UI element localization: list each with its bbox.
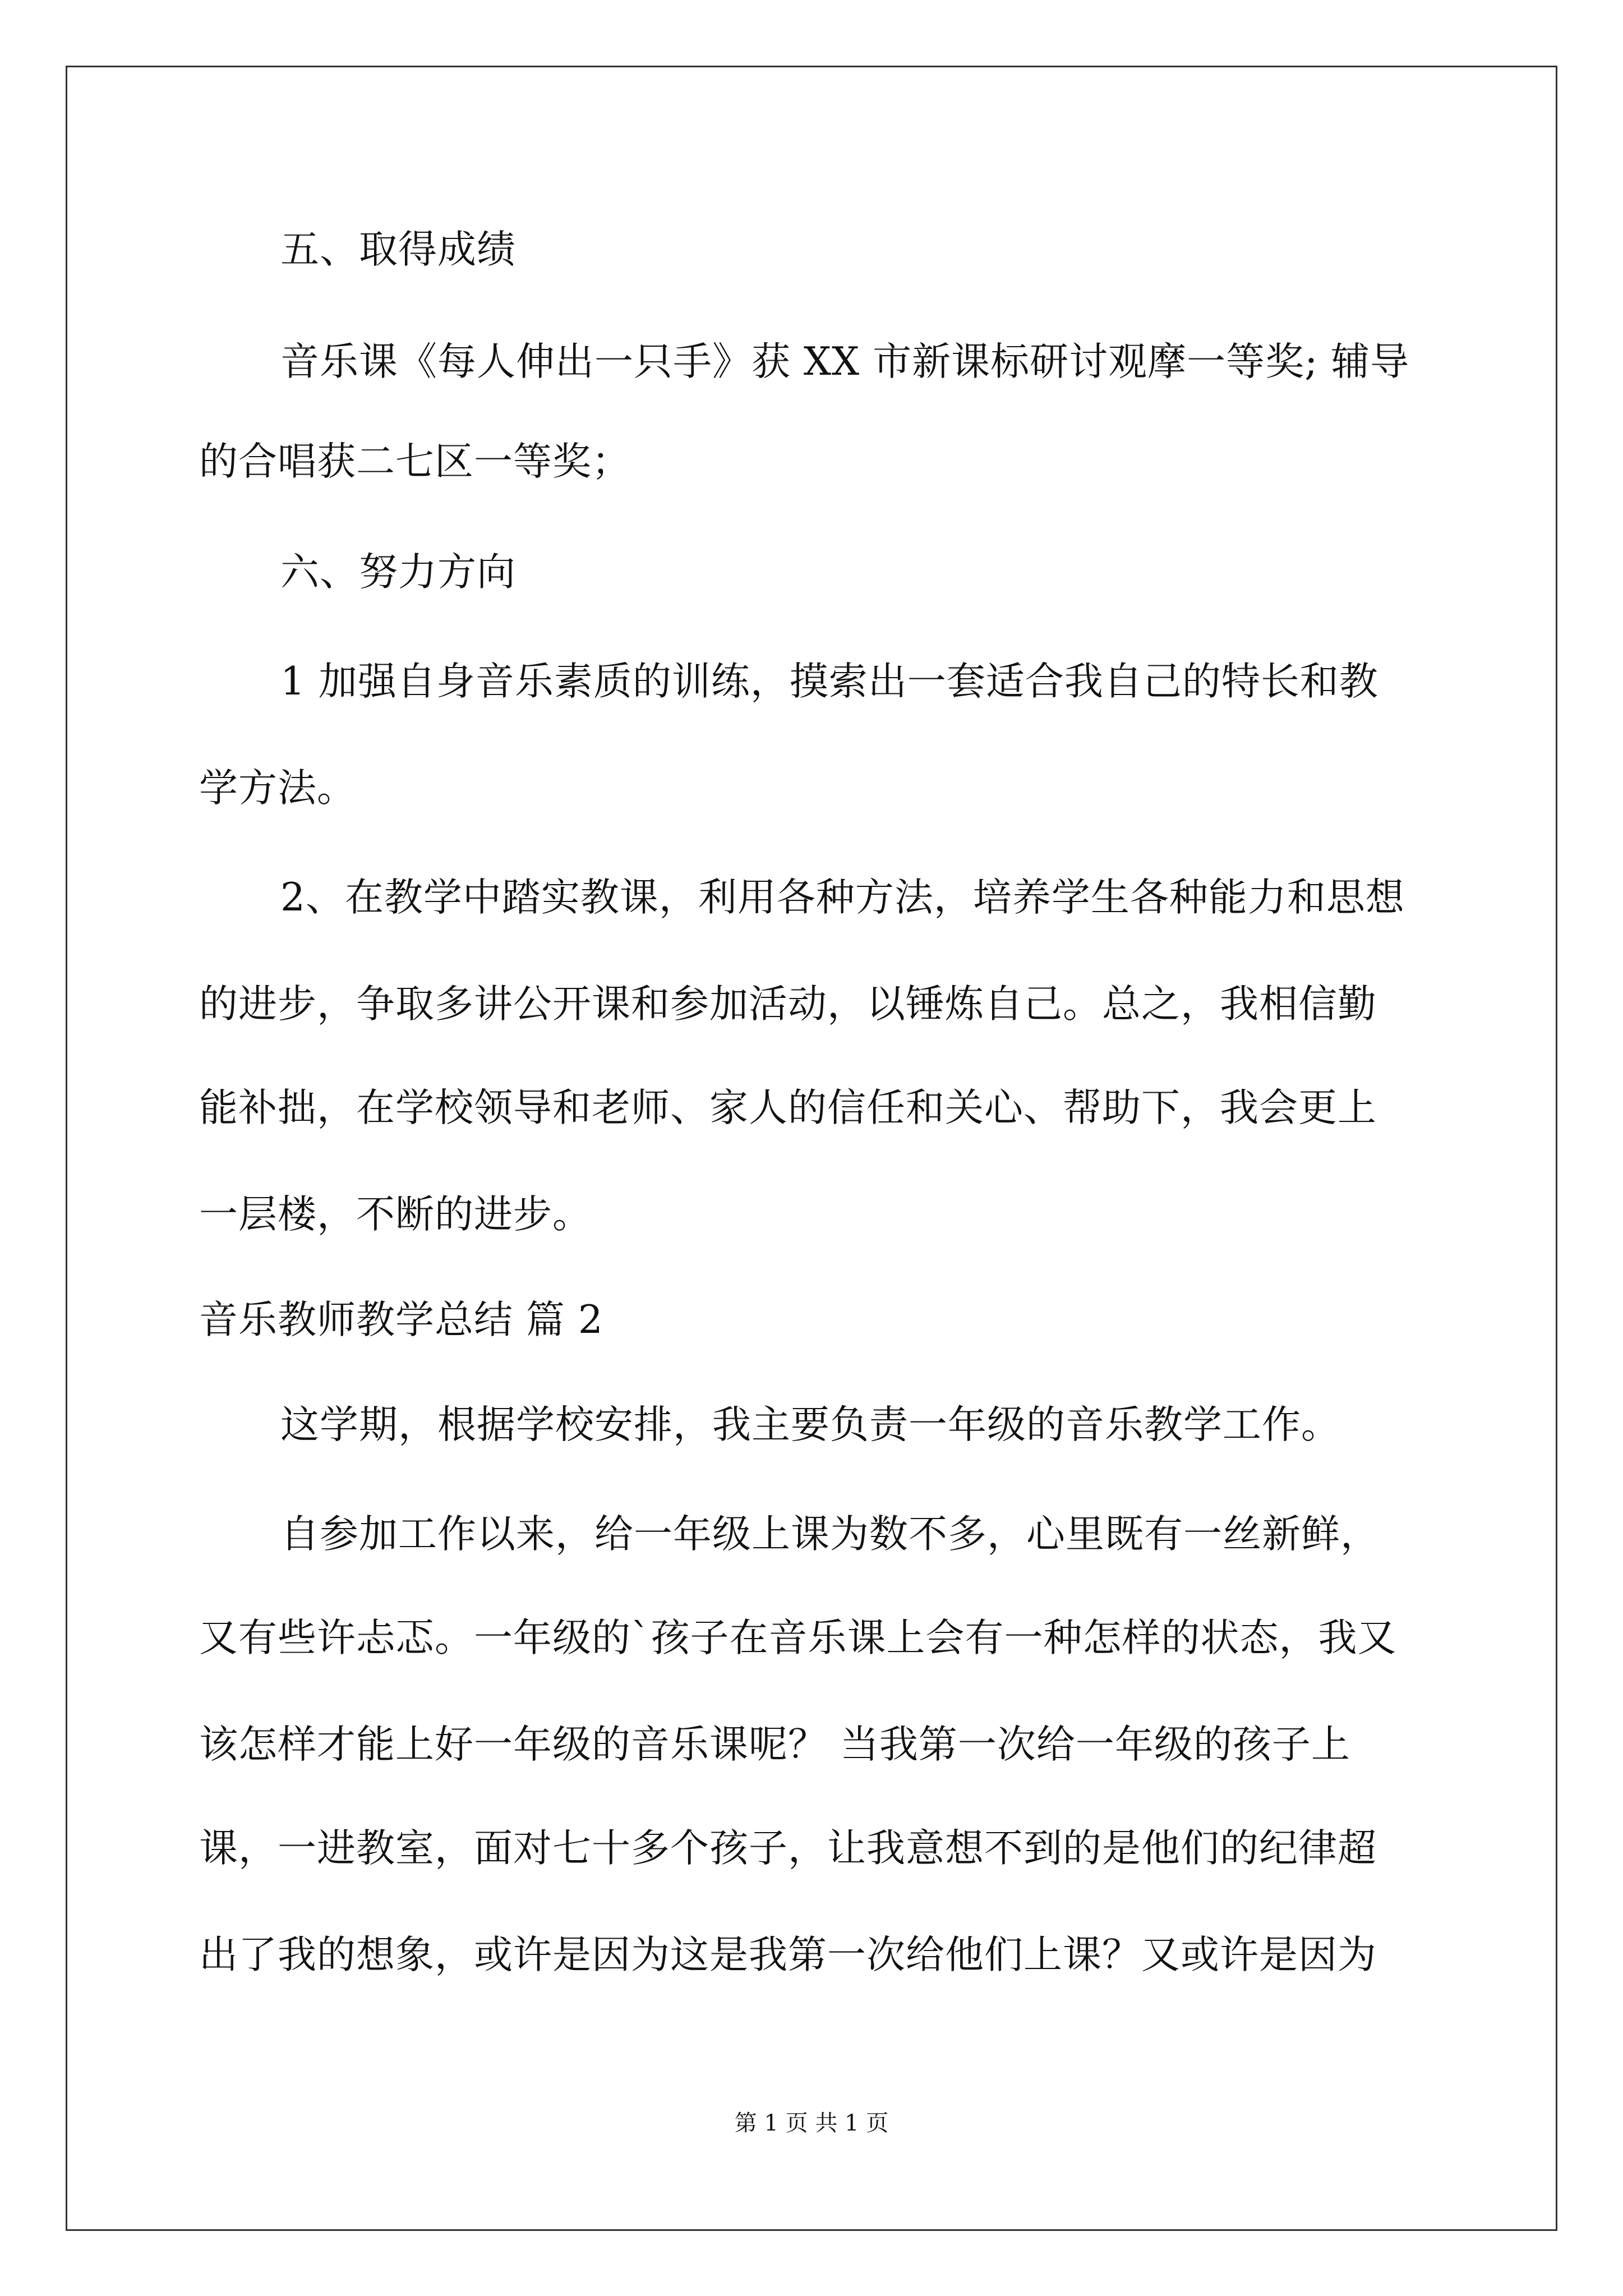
page-border bbox=[66, 66, 1557, 2231]
paragraph-line: 的合唱获二七区一等奖； bbox=[199, 439, 631, 484]
paragraph-line: 学方法。 bbox=[199, 766, 356, 811]
paragraph-line: 出了我的想象，或许是因为这是我第一次给他们上课？又或许是因为 bbox=[199, 1932, 1377, 1977]
paragraph-line: 的进步，争取多讲公开课和参加活动，以锤炼自己。总之，我相信勤 bbox=[199, 982, 1377, 1027]
paragraph-line: 又有些许忐忑。一年级的`孩子在音乐课上会有一种怎样的状态，我又 bbox=[199, 1616, 1397, 1660]
section-heading-direction: 六、努力方向 bbox=[280, 550, 516, 595]
paragraph-line: 这学期，根据学校安排，我主要负责一年级的音乐教学工作。 bbox=[280, 1402, 1340, 1447]
page-number-footer: 第 1 页 共 1 页 bbox=[734, 2110, 889, 2136]
paragraph-line: 能补拙，在学校领导和老师、家人的信任和关心、帮助下，我会更上 bbox=[199, 1085, 1377, 1130]
paragraph-line: 一层楼，不断的进步。 bbox=[199, 1192, 592, 1237]
paragraph-line: 音乐课《每人伸出一只手》获 XX 市新课标研讨观摩一等奖; 辅导 bbox=[280, 339, 1410, 384]
paragraph-line: 该怎样才能上好一年级的音乐课呢？ 当我第一次给一年级的孩子上 bbox=[199, 1722, 1350, 1767]
article-title: 音乐教师教学总结 篇 2 bbox=[199, 1297, 603, 1342]
paragraph-line: 1 加强自身音乐素质的训练，摸索出一套适合我自己的特长和教 bbox=[280, 659, 1378, 704]
paragraph-line: 2、在教学中踏实教课，利用各种方法，培养学生各种能力和思想 bbox=[280, 875, 1405, 920]
paragraph-line: 自参加工作以来，给一年级上课为数不多，心里既有一丝新鲜， bbox=[280, 1512, 1380, 1557]
section-heading-achievements: 五、取得成绩 bbox=[280, 227, 516, 272]
paragraph-line: 课，一进教室，面对七十多个孩子，让我意想不到的是他们的纪律超 bbox=[199, 1826, 1377, 1871]
